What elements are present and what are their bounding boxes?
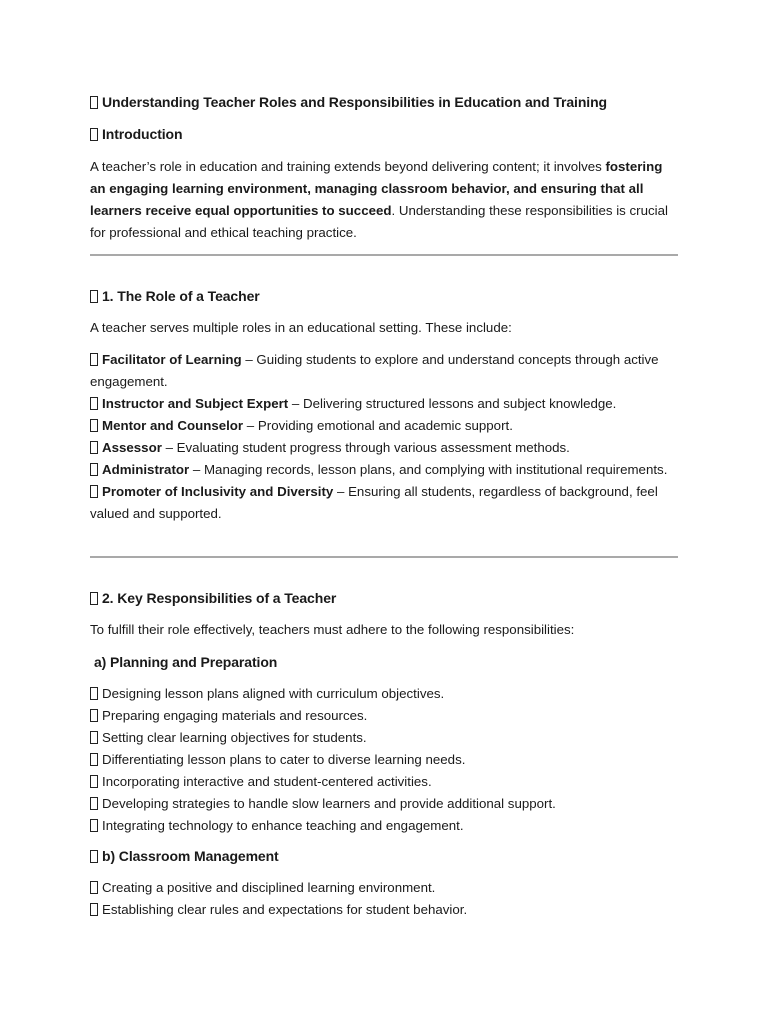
management-heading: b) Classroom Management [90,845,678,867]
section-divider [90,254,678,256]
document-title: Understanding Teacher Roles and Responsibilities in Education and Training [90,91,678,113]
list-item: Preparing engaging materials and resources. [90,705,678,727]
intro-emphasis: fostering an engaging learning environment, managing classroom behavior, and ensuring that all learners receive equal opportunities to succeed [90,159,663,218]
list-item: Mentor and Counselor – Providing emotional and academic support. [90,415,678,437]
management-list [90,877,678,921]
missing-glyph-icon [90,592,98,605]
section1-lead: A teacher serves multiple roles in an educational setting. These include: [90,320,512,335]
missing-glyph-icon [90,709,98,722]
list-item: Setting clear learning objectives for students. [90,727,678,749]
list-item: Developing strategies to handle slow learners and provide additional support. [90,793,678,815]
missing-glyph-icon [90,731,98,744]
section2-lead: To fulfill their role effectively, teachers must adhere to the following responsibilities: [90,622,575,637]
missing-glyph-icon [90,353,98,366]
intro-heading: Introduction [90,123,678,145]
missing-glyph-icon [90,819,98,832]
list-item: Designing lesson plans aligned with curriculum objectives. [90,683,678,705]
list-item: Integrating technology to enhance teaching and engagement. [90,815,678,837]
missing-glyph-icon [90,687,98,700]
list-item: Establishing clear rules and expectations for student behavior. [90,899,678,921]
list-item: Facilitator of Learning – Guiding students to explore and understand concepts through active engagement. [90,352,659,389]
list-item: Incorporating interactive and student-centered activities. [90,771,678,793]
planning-list [90,683,678,837]
missing-glyph-icon [90,96,98,109]
list-item: Promoter of Inclusivity and Diversity – Ensuring all students, regardless of background, feel valued and supported. [90,484,658,521]
section2-heading: 2. Key Responsibilities of a Teacher [90,587,678,609]
missing-glyph-icon [90,463,98,476]
missing-glyph-icon [90,397,98,410]
missing-glyph-icon [90,775,98,788]
intro-paragraph: A teacher’s role in education and training extends beyond delivering content; it involves fostering an engaging learning environment, managing classroom behavior, and ensuring that all learners receive equal opportunities to succeed. Understanding these responsibilities is crucial for professional and ethical teaching practice. [90,159,668,240]
section1-heading: 1. The Role of a Teacher [90,285,678,307]
missing-glyph-icon [90,441,98,454]
list-item: Differentiating lesson plans to cater to diverse learning needs. [90,749,678,771]
planning-heading: a) Planning and Preparation [94,654,278,670]
missing-glyph-icon [90,290,98,303]
list-item: Assessor – Evaluating student progress through various assessment methods. [90,437,678,459]
missing-glyph-icon [90,903,98,916]
missing-glyph-icon [90,881,98,894]
missing-glyph-icon [90,850,98,863]
missing-glyph-icon [90,753,98,766]
section-divider [90,556,678,558]
list-item: Instructor and Subject Expert – Delivering structured lessons and subject knowledge. [90,393,678,415]
missing-glyph-icon [90,128,98,141]
list-item: Administrator – Managing records, lesson plans, and complying with institutional requirements. [90,459,678,481]
missing-glyph-icon [90,485,98,498]
missing-glyph-icon [90,797,98,810]
missing-glyph-icon [90,419,98,432]
list-item: Creating a positive and disciplined learning environment. [90,877,678,899]
role-list [90,349,678,525]
